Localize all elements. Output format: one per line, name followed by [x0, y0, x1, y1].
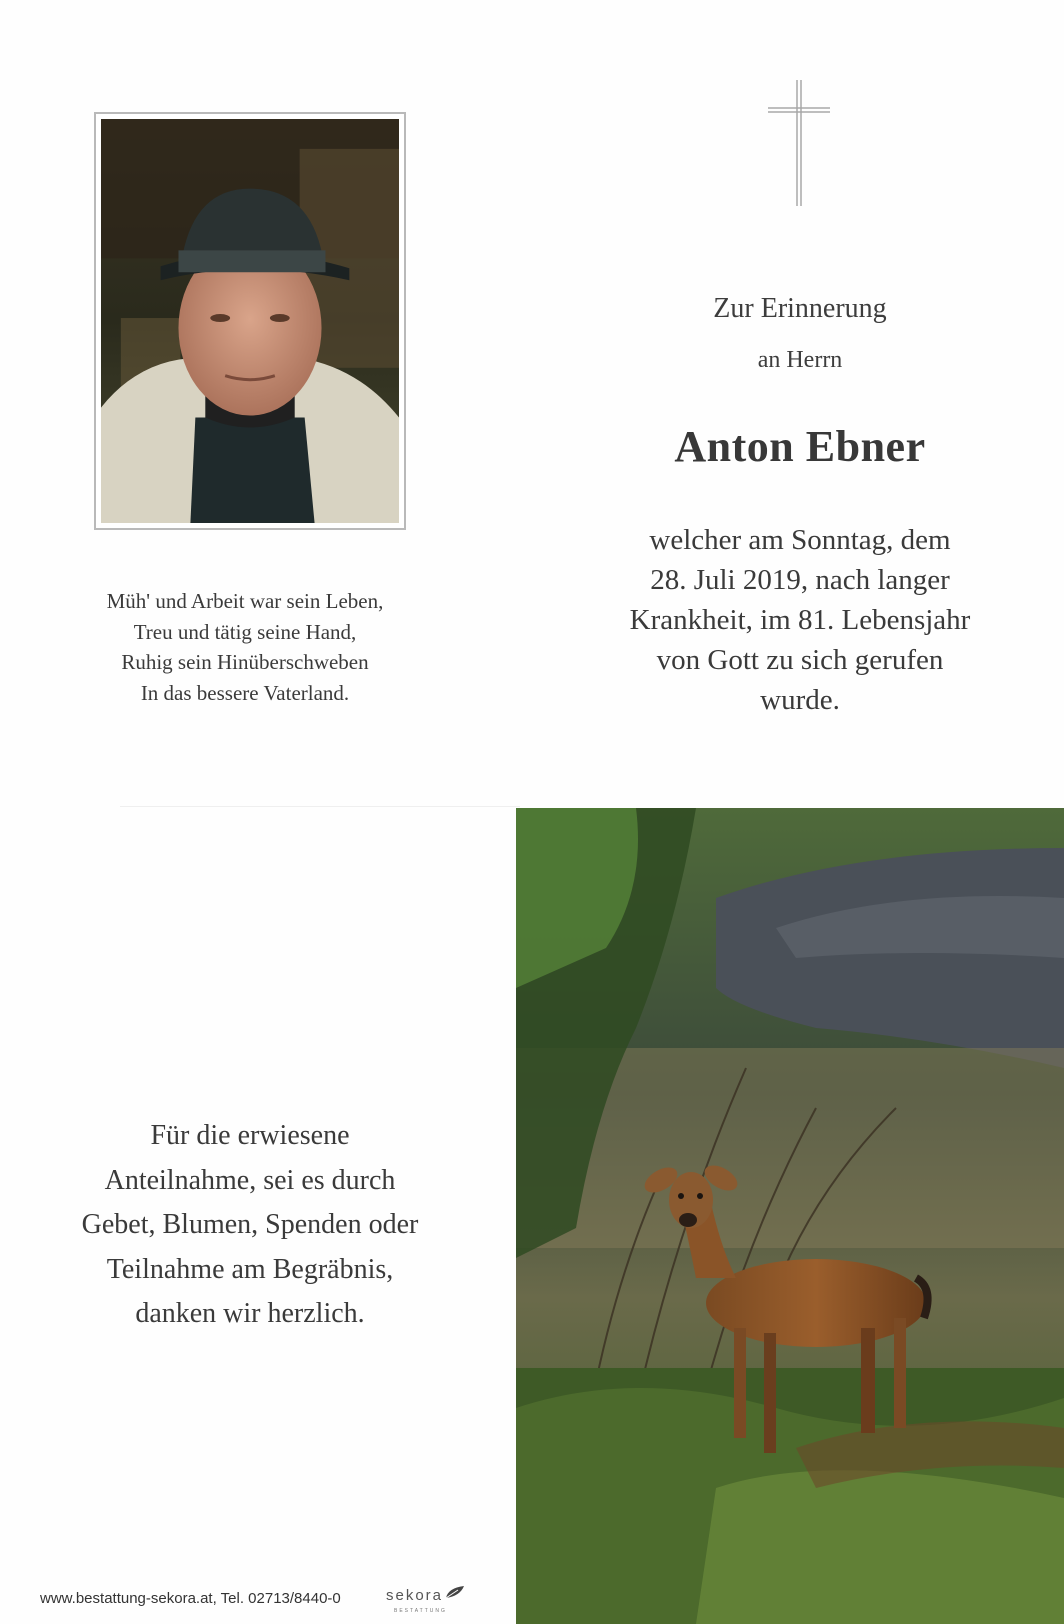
thanks-line: danken wir herzlich. — [135, 1298, 365, 1329]
logo-subtitle: BESTATTUNG — [394, 1608, 447, 1614]
thanks-line: Teilnahme am Begräbnis, — [106, 1253, 394, 1285]
poem-line: In das bessere Vaterland. — [140, 680, 350, 705]
portrait-photo — [94, 112, 406, 530]
death-line: von Gott zu sich gerufen — [656, 644, 944, 676]
thanks-text — [40, 1114, 460, 1337]
footer-contact: www.bestattung-sekora.at, Tel. 02713/8440-0 — [40, 1590, 341, 1607]
poem-line: Müh' und Arbeit war sein Leben, — [106, 589, 384, 613]
death-line: welcher am Sonntag, dem — [649, 524, 951, 556]
logo-wordmark: sekora — [386, 1587, 444, 1604]
poem — [40, 586, 450, 708]
death-line: wurde. — [760, 684, 840, 716]
thanks-line: Für die erwiesene — [150, 1120, 350, 1151]
sekora-logo — [386, 1586, 466, 1616]
salutation: an Herrn — [757, 347, 843, 373]
thanks-line: Anteilnahme, sei es durch — [104, 1164, 396, 1196]
leaf-icon — [444, 1584, 466, 1600]
portrait-image — [101, 119, 399, 523]
poem-line: Treu und tätig seine Hand, — [133, 619, 357, 644]
poem-line: Ruhig sein Hinüberschweben — [121, 650, 369, 674]
death-line: 28. Juli 2019, nach langer — [650, 564, 950, 596]
death-notice — [580, 520, 1020, 720]
deceased-name: Anton Ebner — [674, 422, 926, 471]
fold-divider — [120, 806, 520, 807]
deer-image — [516, 808, 1064, 1624]
death-line: Krankheit, im 81. Lebensjahr — [629, 604, 971, 636]
deer-photo — [516, 808, 1064, 1624]
thanks-line: Gebet, Blumen, Spenden oder — [81, 1209, 419, 1240]
cross-icon — [768, 80, 830, 206]
remember-heading: Zur Erinnerung — [713, 293, 887, 324]
